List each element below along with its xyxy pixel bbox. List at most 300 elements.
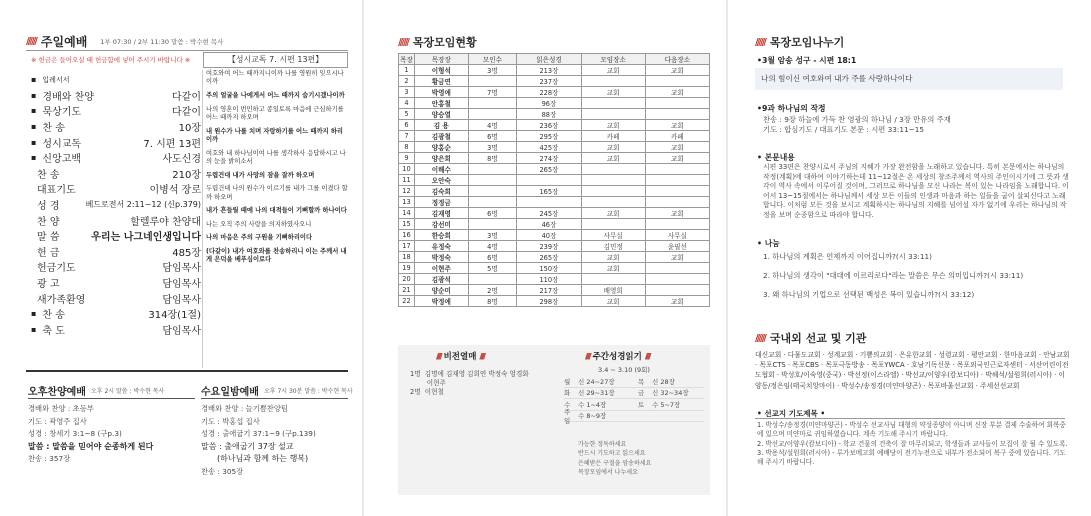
responsive-reading-verse: 내가 흔들릴 때에 나의 대적들이 기뻐할까 하나이다 [206, 207, 347, 215]
lesson-line: 기도 : 합심기도 / 대표기도 본문 : 시편 33:11~15 [763, 125, 925, 134]
table-cell: 사무실 [645, 230, 709, 241]
table-cell: 카페 [581, 131, 645, 142]
table-cell: 13 [399, 197, 415, 208]
order-item-label: 찬 송 [37, 169, 60, 181]
table-row [399, 164, 710, 175]
order-item [31, 181, 201, 197]
header-slash-decoration: ////// [26, 36, 36, 47]
order-item [31, 166, 201, 182]
vision-line: 2명 이현철 [410, 388, 444, 396]
weekday: 금 [638, 389, 645, 398]
wednesday-worship-meta: 오후 7시 30분 말씀 : 박수현 목사 [263, 388, 353, 395]
table-cell: 김광철 [415, 131, 469, 142]
bullet-icon: ▪ [31, 309, 37, 319]
weekly-row [564, 407, 704, 425]
order-item-left [31, 275, 60, 290]
table-cell [468, 175, 517, 186]
weekly-reading-schedule [564, 376, 704, 425]
table-cell: 245장 [517, 208, 581, 219]
afternoon-line: 찬송 : 357장 [28, 454, 71, 464]
divider [28, 398, 195, 399]
table-cell: 425장 [517, 142, 581, 153]
wednesday-worship-title: 수요일밤예배 [201, 387, 259, 398]
sunday-worship-title: 주일예배 [40, 35, 88, 49]
weekly-reading-header [585, 350, 649, 362]
order-item-value: 담임목사 [162, 325, 201, 337]
afternoon-line: 경배와 찬양 : 초등부 [28, 404, 94, 413]
table-cell [645, 219, 709, 230]
header-slash-decoration: ///// [479, 352, 485, 361]
table-cell: 265장 [517, 252, 581, 263]
order-item [31, 306, 201, 322]
table-row [399, 252, 710, 263]
order-item-left [31, 88, 94, 103]
missions-list: 대신교회 · 다물도교회 · 성계교회 · 기쁨의교회 · 은유한교회 · 성령교회 · 평안교회 · 한마음교회 · 안남교회 · 목포CTS · 목포CBS · 목포극동방송 · 목포YWCA · 호남기독신문 · 목포외국인근로자센터 · 서산어린이전도협회 · 박성호/이숙영(중국) · 박선정(이스라엘) · 박선교/이양우(캄보디아) · 박해석/설원희(러시아) · 이양동/정은임(태국치앙마이) · 박성수/송정경(미얀마양곤) · 목포바울선교회 · 주세선선교회 [755, 351, 1070, 390]
table-cell [581, 219, 645, 230]
table-cell: 110장 [517, 274, 581, 285]
table-cell: 박영애 [415, 87, 469, 98]
table-cell: 14 [399, 208, 415, 219]
table-row [399, 131, 710, 142]
order-item-label: 입례서서 [42, 75, 70, 84]
bullet-icon: ▪ [31, 75, 37, 85]
order-item [31, 197, 201, 213]
table-cell: 유정숙 [415, 241, 469, 252]
order-item-label: 광 고 [37, 279, 60, 291]
table-row [399, 230, 710, 241]
order-item-left [31, 306, 65, 321]
table-cell [645, 98, 709, 109]
weekly-row [564, 388, 704, 400]
weekday: 주일 [564, 407, 571, 425]
vision-header [436, 350, 484, 362]
table-cell: 239장 [517, 241, 581, 252]
responsive-reading-verse: 여호와 내 하나님이여 나를 생각하사 응답하시고 나의 눈을 밝히소서 [206, 149, 346, 165]
table-cell: 김 용 [415, 120, 469, 131]
order-item-label: 경배와 찬양 [42, 91, 94, 103]
table-header-cell: 다음장소 [645, 54, 709, 65]
weekly-note: 가능한 정독하세요 [578, 441, 627, 448]
weekly-row [564, 376, 704, 388]
wednesday-line: 말씀 : 출애굽기 37장 설교 [201, 441, 294, 451]
table-cell [581, 186, 645, 197]
order-item [31, 103, 201, 119]
order-item [31, 290, 201, 306]
table-cell: 22 [399, 296, 415, 307]
weekly-note: 반드시 기도하고 읽으세요 [578, 450, 646, 458]
table-cell: 강선미 [415, 219, 469, 230]
responsive-reading-verse: 두렵건대 나의 원수가 이르기를 내가 그를 이겼다 할까 하오며 [206, 185, 348, 201]
wednesday-worship-details [201, 403, 316, 479]
table-cell: 3명 [468, 142, 517, 153]
table-row [399, 142, 710, 153]
table-cell: 김재영 [415, 208, 469, 219]
table-cell: 12 [399, 186, 415, 197]
table-cell: 교회 [645, 252, 709, 263]
order-item-label: 축 도 [42, 325, 65, 337]
table-cell: 양순미 [415, 285, 469, 296]
order-item-value: 다같이 [172, 91, 201, 103]
table-cell: 46장 [517, 219, 581, 230]
responsive-reading-verse: 여호와여 어느 때까지니이까 나를 영원히 잊으시나이까 [206, 70, 344, 86]
group-sharing-title: 목장모임나누기 [769, 36, 845, 49]
table-row [399, 87, 710, 98]
order-item-value: 사도신경 [162, 154, 201, 166]
table-row [399, 65, 710, 76]
table-cell [581, 98, 645, 109]
responsive-reading-verse: (다같이) 내가 여호와를 찬송하리니 이는 주께서 내게 은덕을 베푸심이로다 [206, 247, 347, 264]
table-cell: 교회 [581, 142, 645, 153]
sharing-title: • 나눔 [757, 239, 780, 248]
weekly-passage: 신 24~27장 [578, 377, 615, 386]
weekday: 월 [564, 377, 571, 386]
table-cell [645, 109, 709, 120]
prayer-item: 3. 박용석/설원희(러시아) - 루가보메고회 예배당이 전기누전으로 내부가 전소되어 복구 중에 있습니다. 기도해 주시기 바랍니다. [757, 448, 1066, 467]
vision-line: 이현주 [410, 379, 446, 387]
header-slash-decoration: ////// [755, 36, 765, 48]
header-slash-decoration: ///// [585, 352, 590, 361]
table-cell [645, 285, 709, 296]
order-item-value: 다같이 [172, 107, 201, 119]
order-item-left [31, 135, 81, 150]
table-cell [581, 274, 645, 285]
order-item [31, 244, 201, 260]
bullet-icon: ▪ [31, 137, 37, 147]
table-cell: 11 [399, 175, 415, 186]
table-cell: 8명 [468, 153, 517, 164]
table-cell: 교회 [645, 153, 709, 164]
table-cell: 교회 [581, 208, 645, 219]
bullet-icon: ▪ [31, 122, 37, 132]
bullet-icon: ▪ [31, 324, 37, 334]
table-cell: 4명 [468, 241, 517, 252]
table-cell: 265장 [517, 164, 581, 175]
table-cell [581, 76, 645, 87]
header-slash-decoration: ////// [755, 332, 765, 344]
order-item-label: 신앙고백 [42, 154, 82, 166]
afternoon-line: 성경 : 창세기 3:1~8 (구p.3) [28, 429, 122, 439]
table-cell: 오안숙 [415, 175, 469, 186]
table-cell: 150장 [517, 263, 581, 274]
bible-reading-box: 【성시교독 7. 시편 13편】 [203, 52, 348, 68]
table-cell: 정정금 [415, 197, 469, 208]
table-cell: 박정애 [415, 296, 469, 307]
order-item-value: 10장 [178, 123, 201, 135]
table-cell: 15 [399, 219, 415, 230]
table-cell: 교회 [645, 142, 709, 153]
order-item-value: 이병석 장로 [149, 185, 201, 197]
order-item-label: 헌금기도 [37, 263, 76, 275]
table-cell: 1 [399, 65, 415, 76]
table-cell: 황금연 [415, 76, 469, 87]
table-cell [645, 164, 709, 175]
responsive-reading-verse: 나의 영혼이 번민하고 종일토록 마음에 근심하기를 어느 때까지 하오며 [206, 105, 344, 121]
table-cell: 이해수 [415, 164, 469, 175]
order-item-label: 성시교독 [42, 138, 82, 150]
weekly-passage: 수 5~7장 [652, 400, 681, 409]
order-item-label: 대표기도 [37, 185, 76, 197]
table-cell [645, 186, 709, 197]
order-item-left [31, 119, 65, 134]
vision-line: 1명 김명애 김재영 김희연 박정숙 엄경화 [410, 370, 529, 378]
table-cell: 김민정 [581, 241, 645, 252]
bullet-icon: ▪ [31, 106, 37, 116]
table-cell [468, 186, 517, 197]
table-cell: 한승희 [415, 230, 469, 241]
group-status-header [398, 34, 477, 50]
order-item-value: 우리는 나그네인생입니다 [91, 232, 201, 244]
order-item-label: 말 씀 [37, 232, 60, 244]
order-item-left [31, 166, 60, 181]
table-cell [468, 274, 517, 285]
afternoon-worship-meta: 오후 2시 말씀 : 박수현 목사 [90, 388, 165, 395]
order-item-value: 담임목사 [162, 294, 201, 306]
responsive-reading [206, 70, 348, 270]
table-cell: 교회 [645, 208, 709, 219]
table-cell: 213장 [517, 65, 581, 76]
prayer-title: • 선교지 기도제목 • [757, 409, 826, 418]
bullet-icon: ▪ [31, 153, 37, 163]
table-cell [468, 219, 517, 230]
table-cell [581, 164, 645, 175]
order-item-label: 찬 송 [42, 310, 65, 322]
table-cell: 7명 [468, 87, 517, 98]
wednesday-worship-header [201, 383, 353, 398]
wednesday-line: 찬송 : 305장 [201, 466, 244, 476]
table-cell [581, 175, 645, 186]
order-of-worship [31, 72, 201, 337]
weekly-passage: 신 32~34장 [652, 389, 689, 398]
table-cell: 6명 [468, 252, 517, 263]
table-cell: 2 [399, 76, 415, 87]
group-sharing-header [755, 34, 844, 50]
table-cell: 6명 [468, 208, 517, 219]
table-cell: 3명 [468, 65, 517, 76]
group-status-table [398, 53, 710, 307]
order-item [31, 212, 201, 228]
responsive-reading-verse: 주의 얼굴을 나에게서 어느 때까지 숨기시겠나이까 [206, 92, 345, 99]
table-cell: 10 [399, 164, 415, 175]
sharing-questions [763, 252, 1069, 309]
table-cell: 양홍순 [415, 142, 469, 153]
table-cell: 3명 [468, 230, 517, 241]
weekly-reading-notes [578, 440, 651, 478]
order-item [31, 259, 201, 275]
table-cell: 21 [399, 285, 415, 296]
table-cell: 295장 [517, 131, 581, 142]
passage-content-title: • 본문내용 [757, 153, 795, 162]
group-status-title: 목장모임현황 [412, 36, 477, 49]
table-cell [645, 274, 709, 285]
order-item [31, 88, 201, 104]
order-item [31, 72, 201, 88]
header-slash-decoration: ////// [398, 36, 408, 48]
order-item-value: 210장 [172, 169, 201, 181]
table-cell: 교회 [645, 65, 709, 76]
table-cell: 17 [399, 241, 415, 252]
weekday: 토 [638, 400, 645, 409]
table-cell [468, 76, 517, 87]
afternoon-worship-details [28, 403, 153, 466]
table-row [399, 153, 710, 164]
table-cell [468, 164, 517, 175]
table-cell [468, 109, 517, 120]
weekday: 화 [564, 389, 571, 398]
order-item-left [31, 197, 60, 212]
weekly-passage: 수 8~9장 [578, 412, 607, 421]
weekday: 목 [638, 377, 645, 386]
sunday-worship-header [26, 33, 223, 50]
table-cell: 217장 [517, 285, 581, 296]
bullet-icon: ▪ [31, 90, 37, 100]
table-cell: 이형석 [415, 65, 469, 76]
table-cell [645, 197, 709, 208]
table-cell: 20 [399, 274, 415, 285]
order-item [31, 322, 201, 338]
missions-title: 국내외 선교 및 기관 [769, 332, 867, 345]
order-item-left [31, 228, 60, 243]
table-cell: 교회 [645, 87, 709, 98]
order-item [31, 228, 201, 244]
table-cell [645, 175, 709, 186]
table-header-cell: 모임장소 [581, 54, 645, 65]
table-header-cell: 목장장 [415, 54, 469, 65]
offering-notice: ※ 헌금은 들어오실 때 헌금함에 넣어 주시기 바랍니다 ※ [31, 56, 191, 64]
weekly-passage: 수 1~4장 [578, 400, 607, 409]
responsive-reading-verse: 나의 마음은 주의 구원을 기뻐하리이다 [206, 234, 313, 242]
table-row [399, 208, 710, 219]
table-row [399, 296, 710, 307]
table-row [399, 109, 710, 120]
vision-title: 비전열매 [443, 352, 477, 362]
order-item [31, 150, 201, 166]
table-cell: 298장 [517, 296, 581, 307]
order-item-left [31, 322, 65, 337]
responsive-reading-verse: 내 원수가 나를 치며 자랑하기를 어느 때까지 하리이까 [206, 127, 344, 143]
column-divider [202, 70, 203, 368]
weekly-passage: 신 28장 [652, 377, 675, 386]
table-cell: 237장 [517, 76, 581, 87]
table-header-row [399, 54, 710, 65]
table-header-cell: 목장 [399, 54, 415, 65]
table-cell: 박정숙 [415, 252, 469, 263]
order-item-left [31, 103, 81, 118]
table-cell: 배영희 [581, 285, 645, 296]
afternoon-worship-header [28, 383, 164, 398]
weekly-reading-range: 3.4 ~ 3.10 (9회) [598, 366, 650, 374]
table-cell: 96장 [517, 98, 581, 109]
table-cell: 5 [399, 109, 415, 120]
order-item-value: 담임목사 [162, 279, 201, 291]
table-cell: 카페 [645, 131, 709, 142]
weekly-note: 목장모임에서 나누세요 [578, 469, 638, 477]
order-item-value: 314장(1절) [148, 310, 201, 322]
table-cell [581, 197, 645, 208]
order-item-left [31, 181, 76, 196]
order-item-value: 할렐루야 찬양대 [130, 216, 201, 228]
order-item-left [31, 291, 85, 306]
table-cell: 교회 [581, 120, 645, 131]
vision-list [410, 370, 529, 397]
table-cell: 4명 [468, 120, 517, 131]
table-cell: 교회 [581, 87, 645, 98]
order-item-left [31, 259, 76, 274]
weekday: 수 [564, 400, 571, 409]
sharing-question: 1. 하나님의 계획은 언제까지 이어집니까?(시 33:11) [763, 252, 932, 261]
table-cell: 165장 [517, 186, 581, 197]
table-cell: 16 [399, 230, 415, 241]
table-cell: 18 [399, 252, 415, 263]
panel-sunday-worship [0, 0, 362, 516]
table-cell: 2명 [468, 285, 517, 296]
table-cell: 9 [399, 153, 415, 164]
order-item-left [31, 150, 81, 165]
table-cell: 양승열 [415, 109, 469, 120]
lesson-title: •9과 하나님의 작정 [757, 104, 826, 113]
table-cell: 김숙희 [415, 186, 469, 197]
header-slash-decoration: ///// [644, 352, 650, 361]
divider [201, 398, 348, 399]
table-row [399, 219, 710, 230]
wednesday-line: 기도 : 박홍섭 집사 [201, 416, 260, 426]
order-item-value: 7. 시편 13편 [143, 138, 201, 150]
table-cell: 3 [399, 87, 415, 98]
order-item-label: 새가족환영 [37, 294, 86, 306]
table-row [399, 186, 710, 197]
order-item-label: 찬 송 [42, 123, 65, 135]
table-cell: 교회 [645, 296, 709, 307]
order-item-left [31, 213, 60, 228]
table-cell: 김광석 [415, 274, 469, 285]
memory-verse-label: •3월 암송 성구 - 시편 18:1 [757, 56, 857, 65]
lesson-hymn-prayer [763, 115, 1063, 135]
table-header-cell: 읽은성경 [517, 54, 581, 65]
table-cell [468, 98, 517, 109]
table-cell: 7 [399, 131, 415, 142]
table-row [399, 263, 710, 274]
table-row [399, 197, 710, 208]
afternoon-worship-title: 오후찬양예배 [28, 387, 86, 398]
table-row [399, 98, 710, 109]
table-row [399, 120, 710, 131]
table-cell: 교회 [581, 296, 645, 307]
header-slash-decoration: ///// [436, 352, 441, 361]
table-cell [645, 263, 709, 274]
order-item-label: 성 경 [37, 201, 60, 213]
table-cell: 교회 [581, 153, 645, 164]
table-cell [468, 197, 517, 208]
table-cell [581, 109, 645, 120]
table-header-cell: 모인수 [468, 54, 517, 65]
table-cell: 교회 [581, 65, 645, 76]
order-item [31, 119, 201, 135]
responsive-reading-verse: 두렵건대 내가 사망의 잠을 잘까 하오며 [206, 171, 315, 179]
order-item-value: 베드로전서 2:11~12 (신p.379) [85, 200, 201, 210]
table-cell: 6 [399, 120, 415, 131]
passage-content: 시편 33편은 찬양시로서 주님의 지혜가 가장 완전함을 노래하고 있습니다. 특히 본문에서는 하나님의 작정(계획)에 대하여 이야기하는데 11~12절은 온 세상의 창조주께서 역사의 주인이시기에 그 뜻과 생각이 역사 속에서 이루어질 것이며, 그러므로 하나님을 모신 나라는 복이 있는 나라임을 노래합니다. 이어서 13~15절에서는 하나님께서 세상 모든 이들의 인생과 마음과 하는 일들을 굽어 살피신다고 노래합니다. 이처럼 모든 것을 보시고 계획하시는 하나님의 지혜를 넘어설 자가 없기에 우리는 하나님의 작정을 보며 순종함으로 따라야 합니다. [763, 163, 1069, 219]
divider [755, 418, 1065, 419]
divider-thick [26, 370, 348, 372]
missions-header [755, 330, 866, 346]
afternoon-line: 기도 : 곽영주 집사 [28, 416, 87, 426]
table-cell: 40장 [517, 230, 581, 241]
wednesday-line: (하나님과 함께 하는 행복) [217, 454, 309, 464]
order-item-label: 헌 금 [37, 247, 60, 259]
table-cell: 6명 [468, 131, 517, 142]
prayer-item: 2. 박선교/이양우(캄보디아) - 학교 건물의 건축이 잘 마무리되고, 학생들과 교사들이 모집이 잘 될 수 있도록. [757, 439, 1068, 448]
table-cell [517, 175, 581, 186]
order-item [31, 275, 201, 291]
